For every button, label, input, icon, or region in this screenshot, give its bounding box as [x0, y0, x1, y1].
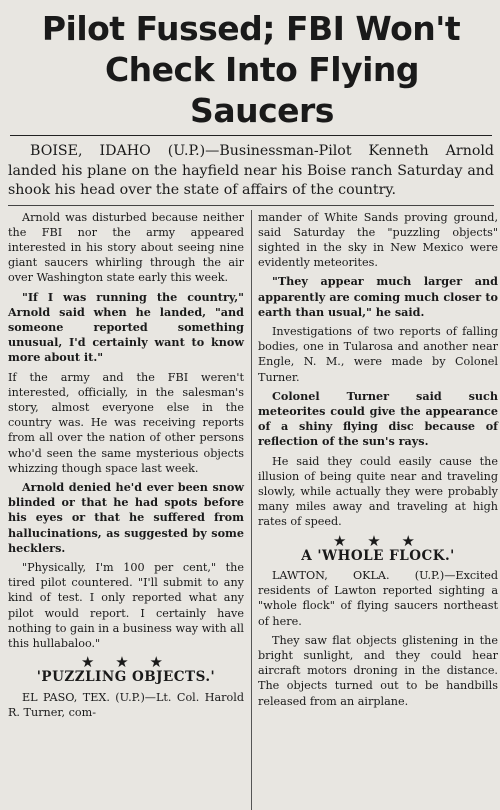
headline-line-1: Pilot Fussed; FBI Won't: [41, 9, 461, 48]
right-paragraph-5: He said they could easily cause the illusion of being quite near and traveling slowly, while actually they were probably many miles away and traveling at high rates of speed.: [258, 454, 498, 529]
headline-rule: [10, 135, 492, 136]
left-paragraph-4: Arnold denied he'd ever been snow blinded or that he had spots before his eyes or that he suffered from hallucinations, as suggested by some hecklers.: [8, 479, 244, 555]
section-stars-2: ★ ★ ★: [333, 531, 423, 550]
right-paragraph-4: Colonel Turner said such meteorites could give the appearance of a shiny flying disc because of reflection of the sun's rays.: [258, 388, 498, 449]
article-columns: [8, 210, 498, 810]
left-paragraph-1: Arnold was disturbed because neither the FBI nor the army appeared interested in his story about seeing nine giant saucers whirling through the air over Washington state early this week.: [8, 210, 244, 285]
subhead-whole-flock: A 'WHOLE FLOCK.': [301, 547, 455, 564]
headline-line-2: Check Into Flying Saucers: [104, 50, 420, 130]
right-column: [258, 210, 498, 713]
right-paragraph-3: Investigations of two reports of falling bodies, one in Tularosa and another near Engle, N. M., were made by Colonel Turner.: [258, 324, 498, 384]
lead-paragraph: BOISE, IDAHO (U.P.)—Businessman-Pilot Kenneth Arnold landed his plane on the hayfield near his Boise ranch Saturday and shook his head over the state of affairs of the country.: [8, 143, 494, 198]
left-paragraph-6: EL PASO, TEX. (U.P.)—Lt. Col. Harold R. Turner, com-: [8, 690, 244, 719]
right-paragraph-6: LAWTON, OKLA. (U.P.)—Excited residents of Lawton reported sighting a "whole flock" of flying saucers northeast of here.: [258, 568, 498, 628]
column-top-rule: [8, 205, 494, 206]
subhead-puzzling-objects: 'PUZZLING OBJECTS.': [36, 669, 216, 686]
section-stars-1: ★ ★ ★: [81, 653, 171, 672]
headline: [8, 8, 494, 131]
left-column: [8, 210, 244, 725]
left-paragraph-5: "Physically, I'm 100 per cent," the tired pilot countered. "I'll submit to any kind of test. I only reported what any pilot would report. I certainly have nothing to gain in a business way with all this hullabaloo.": [8, 560, 244, 650]
right-paragraph-1: mander of White Sands proving ground, said Saturday the "puzzling objects" sighted in the sky in New Mexico were evidently meteorites.: [258, 210, 498, 270]
left-paragraph-3: If the army and the FBI weren't interested, officially, in the salesman's story, almost everyone else in the country was. He was receiving reports from all over the nation of other persons who'd seen the same mysterious objects whizzing though space last week.: [8, 370, 244, 475]
right-paragraph-7: They saw flat objects glistening in the bright sunlight, and they could hear aircraft motors droning in the distance. The objects turned out to be handbills released from an airplane.: [258, 633, 498, 708]
column-divider: [251, 210, 252, 810]
left-paragraph-2: "If I was running the country," Arnold said when he landed, "and someone reported something unusual, I'd certainly want to know more about it.": [8, 289, 244, 365]
right-paragraph-2: "They appear much larger and apparently are coming much closer to earth than usual," he said.: [258, 274, 498, 319]
